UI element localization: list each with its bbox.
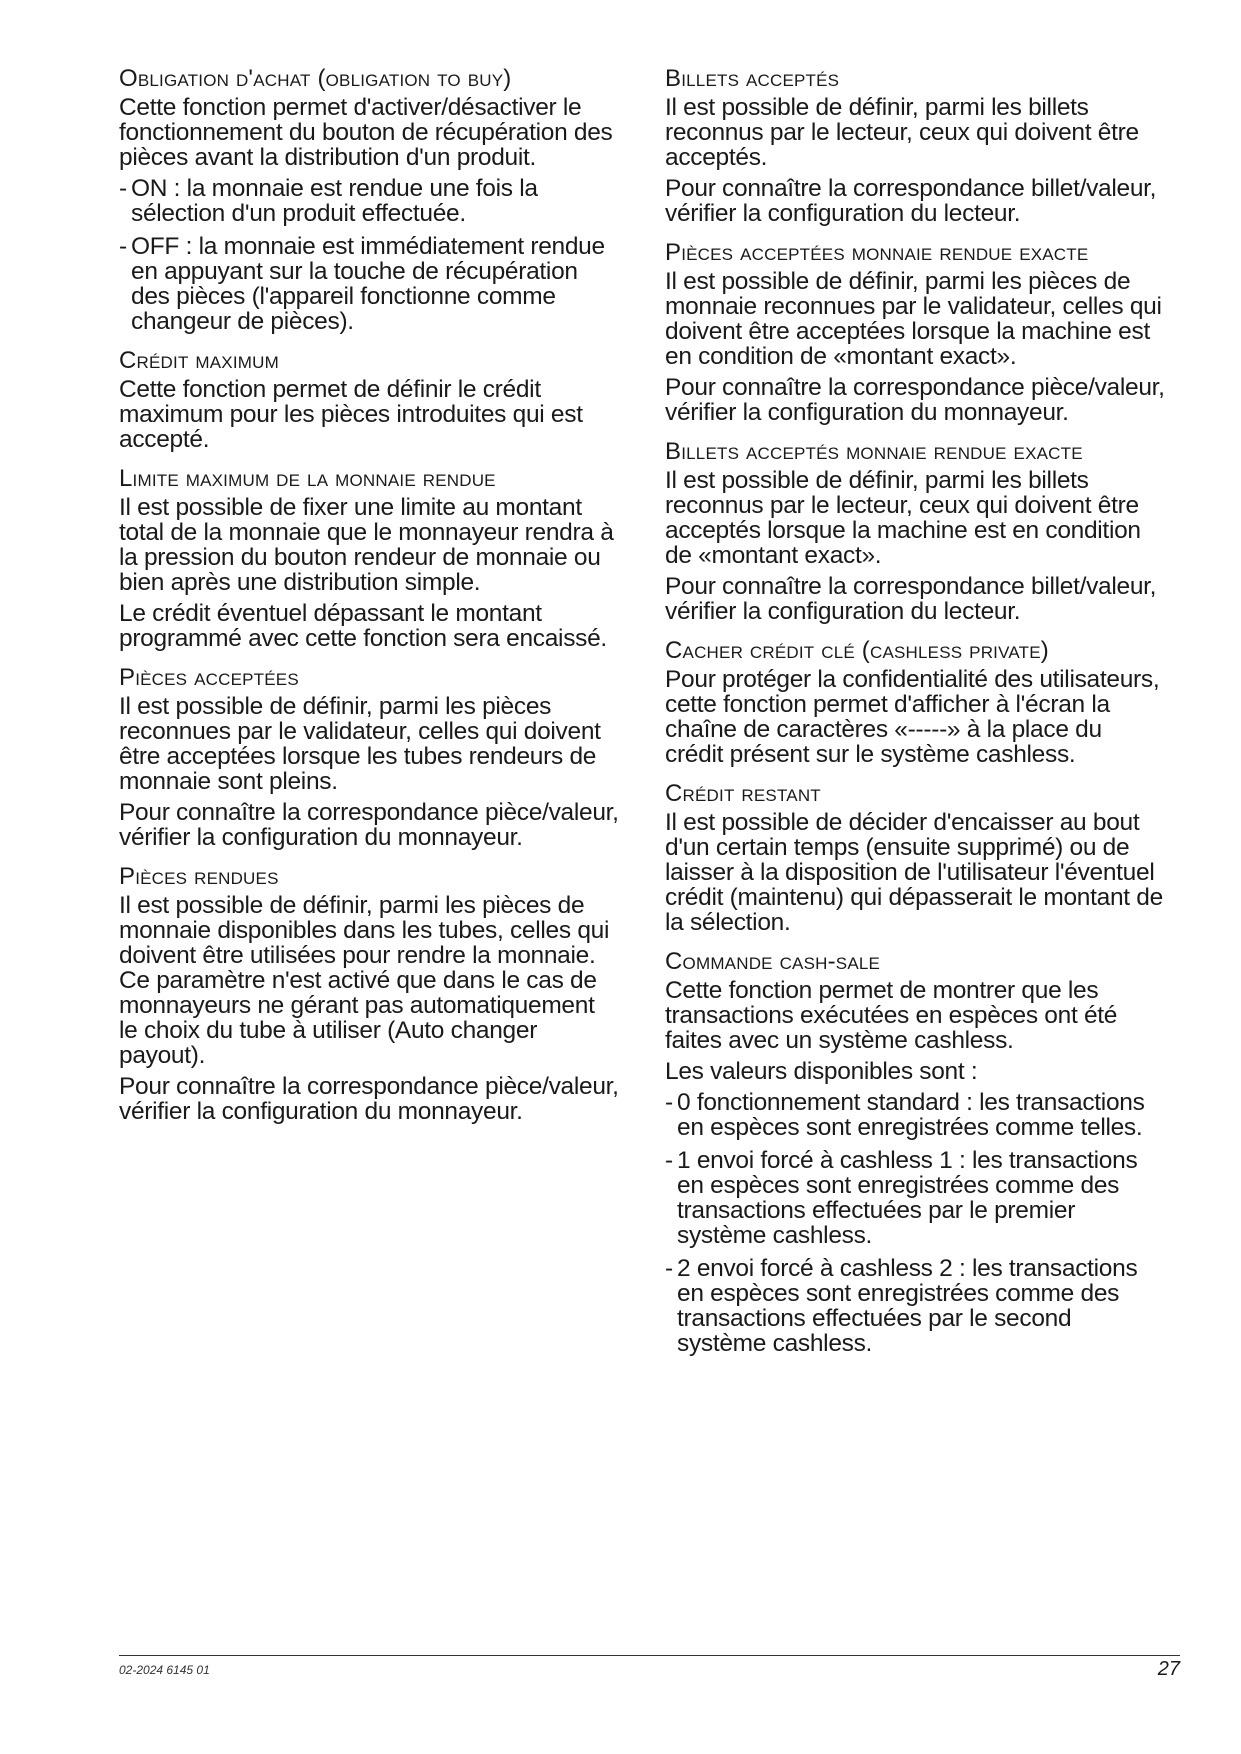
section-heading: Pièces acceptées monnaie rendue exacte	[665, 239, 1089, 266]
bullet-dash: -	[665, 1089, 673, 1116]
section-heading: Cacher crédit clé (cashless private)	[665, 637, 1049, 664]
list-item	[119, 234, 619, 334]
section-heading: Limite maximum de la monnaie rendue	[119, 465, 496, 492]
section-heading: Billets acceptés monnaie rendue exacte	[665, 438, 1083, 465]
list-item-text: OFF : la monnaie est immédiatement rendue en appuyant sur la touche de récupération des pièces (l'appareil fonctionne comme changeur de pièces).	[131, 233, 605, 335]
bullet-list	[119, 176, 619, 334]
section-paragraph: Cette fonction permet d'activer/désactiver le fonctionnement du bouton de récupération des pièces avant la distribution d'un produit.	[119, 94, 613, 171]
list-item-text: ON : la monnaie est rendue une fois la sélection d'un produit effectuée.	[131, 175, 538, 227]
section-paragraph: Il est possible de définir, parmi les pièces de monnaie reconnues par le validateur, celles qui doivent être acceptées lorsque la machine est en condition de «montant exact».	[665, 268, 1162, 370]
section-paragraph: Pour connaître la correspondance billet/valeur, vérifier la configuration du lecteur.	[665, 573, 1157, 625]
section-billets-acceptes-monnaie-rendue-exacte	[665, 439, 1165, 624]
right-column	[665, 66, 1165, 1370]
list-item	[665, 1148, 1165, 1248]
section-paragraph: Il est possible de définir, parmi les billets reconnus par le lecteur, ceux qui doivent être acceptés lorsque la machine est en condition de «montant exact».	[665, 467, 1141, 569]
section-obligation-d-achat-obligation-to-buy	[119, 66, 619, 334]
bullet-list	[665, 1090, 1165, 1356]
bullet-dash: -	[119, 175, 127, 202]
section-paragraph: Pour connaître la correspondance pièce/valeur, vérifier la configuration du monnayeur.	[119, 1073, 619, 1125]
section-limite-maximum-de-la-monnaie-rendue	[119, 466, 619, 651]
section-paragraph: Cette fonction permet de définir le crédit maximum pour les pièces introduites qui est accepté.	[119, 376, 583, 453]
list-item	[665, 1256, 1165, 1356]
section-paragraph: Il est possible de définir, parmi les pièces reconnues par le validateur, celles qui doivent être acceptées lorsque les tubes rendeurs de monnaie sont pleins.	[119, 693, 601, 795]
section-paragraph: Pour connaître la correspondance billet/valeur, vérifier la configuration du lecteur.	[665, 175, 1157, 227]
left-column	[119, 66, 619, 1138]
footer-divider	[119, 1655, 1180, 1656]
section-paragraph: Pour connaître la correspondance pièce/valeur, vérifier la configuration du monnayeur.	[665, 374, 1165, 426]
section-paragraph: Il est possible de définir, parmi les billets reconnus par le lecteur, ceux qui doivent être acceptés.	[665, 94, 1139, 171]
list-item-text: 0 fonctionnement standard : les transactions en espèces sont enregistrées comme telles.	[677, 1089, 1145, 1141]
bullet-dash: -	[119, 233, 127, 260]
page-number: 27	[1157, 1658, 1180, 1680]
section-paragraph: Pour protéger la confidentialité des utilisateurs, cette fonction permet d'afficher à l'écran la chaîne de caractères «-----» à la place du crédit présent sur le système cashless.	[665, 666, 1160, 768]
section-paragraph: Cette fonction permet de montrer que les transactions exécutées en espèces ont été faites avec un système cashless.	[665, 977, 1118, 1054]
bullet-dash: -	[665, 1147, 673, 1174]
section-paragraph: Le crédit éventuel dépassant le montant programmé avec cette fonction sera encaissé.	[119, 600, 607, 652]
list-item-text: 2 envoi forcé à cashless 2 : les transactions en espèces sont enregistrées comme des transactions effectuées par le second système cashless.	[677, 1255, 1138, 1357]
section-paragraph: Il est possible de décider d'encaisser au bout d'un certain temps (ensuite supprimé) ou de laisser à la disposition de l'utilisateur l'éventuel crédit (maintenu) qui dépasserait le montant de la sélection.	[665, 809, 1163, 936]
section-commande-cash-sale	[665, 949, 1165, 1356]
section-heading: Commande cash-sale	[665, 948, 881, 975]
section-heading: Pièces rendues	[119, 863, 279, 890]
section-paragraph: Il est possible de définir, parmi les pièces de monnaie disponibles dans les tubes, celles qui doivent être utilisées pour rendre la monnaie. Ce paramètre n'est activé que dans le cas de monnayeurs ne gérant pas automatiquement le choix du tube à utiliser (Auto changer payout).	[119, 892, 610, 1069]
section-billets-acceptes	[665, 66, 1165, 226]
section-paragraph: Pour connaître la correspondance pièce/valeur, vérifier la configuration du monnayeur.	[119, 799, 619, 851]
section-pieces-rendues	[119, 864, 619, 1124]
section-pieces-acceptees-monnaie-rendue-exacte	[665, 240, 1165, 425]
section-heading: Billets acceptés	[665, 65, 840, 92]
list-item-text: 1 envoi forcé à cashless 1 : les transactions en espèces sont enregistrées comme des transactions effectuées par le premier système cashless.	[677, 1147, 1138, 1249]
section-credit-maximum	[119, 348, 619, 452]
section-pieces-acceptees	[119, 665, 619, 850]
section-credit-restant	[665, 781, 1165, 935]
list-item	[665, 1090, 1165, 1140]
section-heading: Crédit maximum	[119, 347, 279, 374]
section-heading: Pièces acceptées	[119, 664, 299, 691]
section-paragraph: Il est possible de fixer une limite au montant total de la monnaie que le monnayeur rendra à la pression du bouton rendeur de monnaie ou bien après une distribution simple.	[119, 494, 614, 596]
section-heading: Crédit restant	[665, 780, 821, 807]
document-code: 02-2024 6145 01	[119, 1663, 210, 1677]
list-item	[119, 176, 619, 226]
section-cacher-credit-cle-cashless-private	[665, 638, 1165, 767]
section-heading: Obligation d'achat (obligation to buy)	[119, 65, 512, 92]
bullet-dash: -	[665, 1255, 673, 1282]
section-paragraph: Les valeurs disponibles sont :	[665, 1058, 978, 1085]
